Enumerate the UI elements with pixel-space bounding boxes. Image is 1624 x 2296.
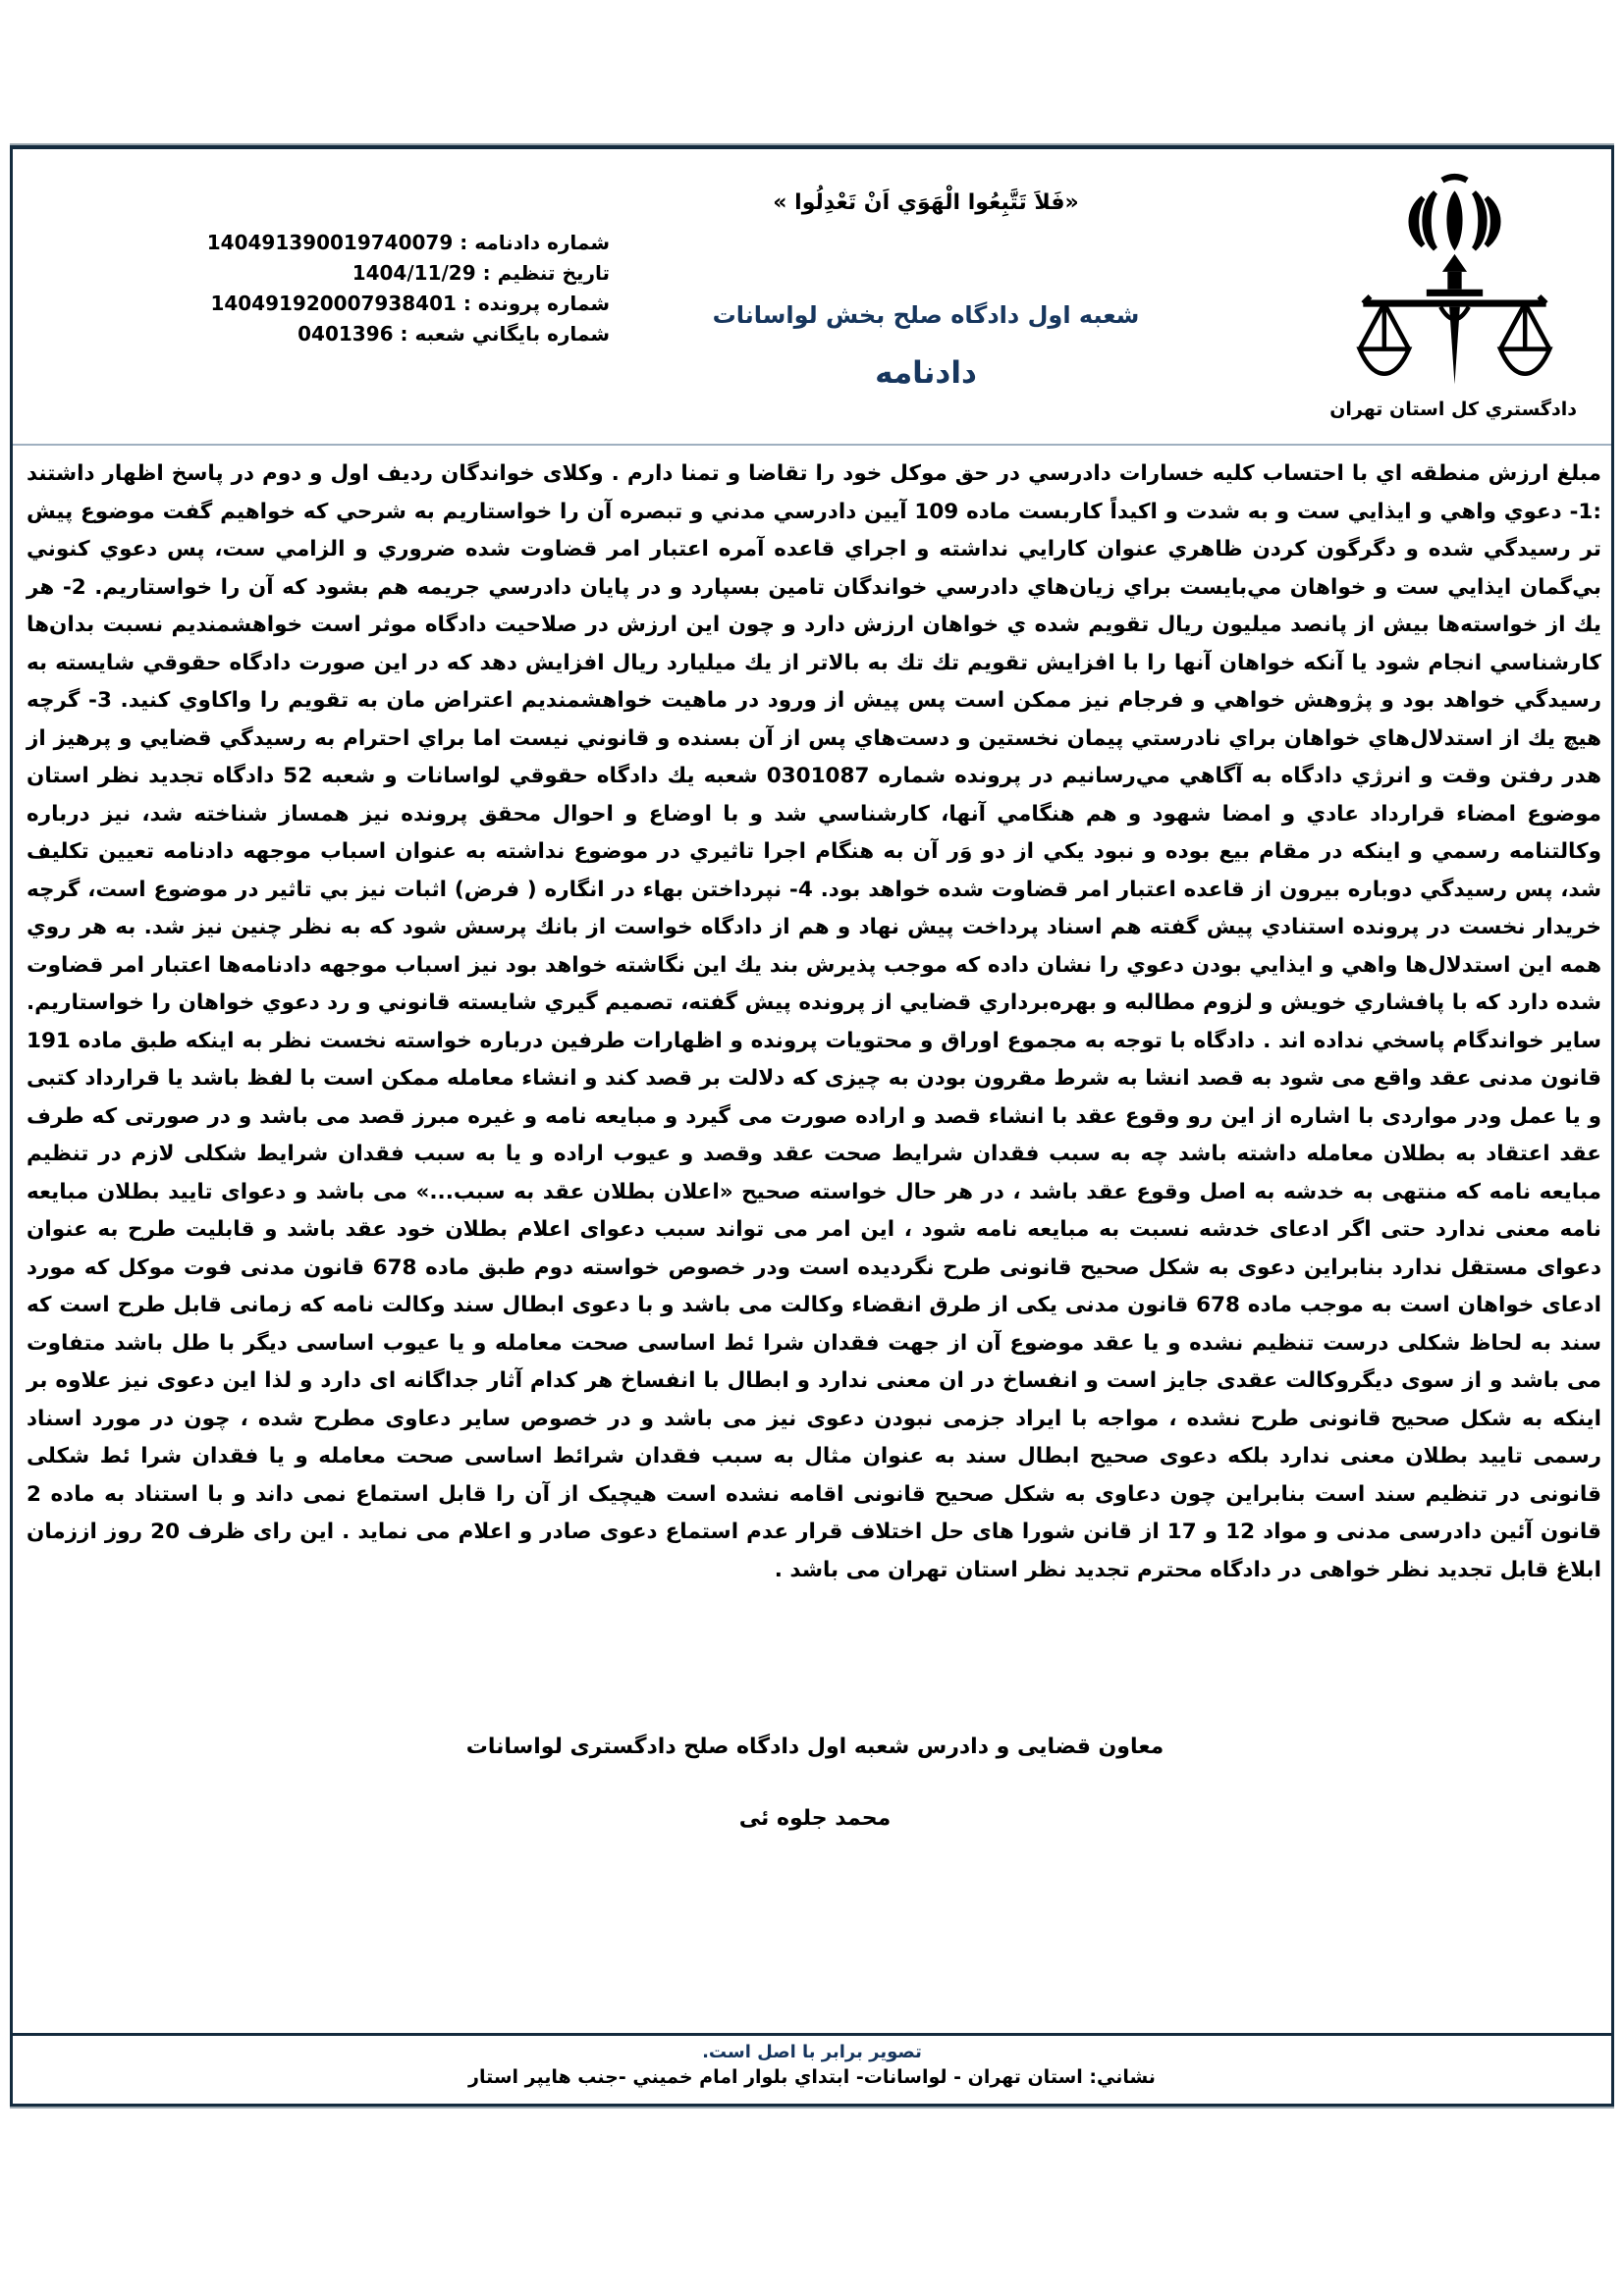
issue-date-row — [89, 258, 610, 289]
archive-number-label: شماره بايگاني شعبه — [414, 322, 610, 346]
archive-number-row — [89, 319, 610, 349]
meta-separator: : — [456, 292, 478, 315]
page-title: دادنامه — [875, 355, 977, 391]
document-header — [13, 149, 1611, 446]
judgment-number-value: 140491390019740079 — [206, 231, 454, 254]
judge-name: محمد جلوه ئی — [738, 1806, 892, 1831]
judgment-number-row — [89, 228, 610, 258]
judgment-body-text: مبلغ ارزش منطقه اي با احتساب كليه خسارات دادرسي در حق موكل خود را تقاضا و تمنا دارم . وكلاى خواندگان رديف اول و دوم در پاسخ اظهار داشتند :1- دعوي واهي و ايذايي ست و به شدت و اكيداً كاربست ماده 109 آيين دادرسي مدني و تبصره آن را خواستاريم به شرحي كه خواهيم گفت موضوع پيش تر رسيدگي شده و دگرگون كردن ظاهري عنوان كارايي نداشته و اجراي قاعده آمره اعتبار امر قضاوت شده ضروري و الزامي ست، پس دعوي كنوني بي‌گمان ايذايي ست و خواهان مي‌بايست براي زيان‌هاي دادرسي خواندگان تامين بسپارد و در پايان دادرسي جريمه هم بشود كه آن را خواستاريم. 2- هر يك از خواسته‌ها بيش از پانصد ميليون ريال تقويم شده ي خواهان ارزش دارد و چون اين ارزش در صلاحيت دادگاه موثر است خواهشمنديم نسبت بدان‌ها كارشناسي انجام شود يا آنكه خواهان آنها را با افزايش تقويم تك تك به بالاتر از يك ميليارد ريال افزايش دهد كه در اين صورت دادگاه حقوقي شايسته به رسيدگي خواهد بود و پژوهش خواهي و فرجام نيز ممكن است پس پيش از ورود در ماهيت خواهشمنديم اعتراض مان به تقويم را واكاوي كنيد. 3- گرچه هيچ يك از استدلال‌هاي خواهان براي نادرستي پيمان نخستين و دست‌هاي پس از آن بسنده و قانوني نيست اما براي احترام به رسيدگي قضايي و پرهيز از هدر رفتن وقت و انرژي دادگاه به آگاهي مي‌رسانيم در پرونده شماره 0301087 شعبه يك دادگاه حقوقي لواسانات و شعبه 52 دادگاه تجديد نظر استان موضوع امضاء قرارداد عادي و امضا شهود و هم هنگامي آنها، كارشناسي شد و با اوضاع و احوال محقق پرونده نيز همساز شناخته شد، نيز درباره وكالتنامه رسمي و اينكه در مقام بيع بوده و نبود يكي از دو وَر آن به هنگام اجرا تاثيري در موضوع نداشته به عنوان اسباب موجهه دادنامه تعيين تكليف شد، پس رسيدگي دوباره بيرون از قاعده اعتبار امر قضاوت شده خواهد بود. 4- نپرداختن بهاء در انگاره ( فرض) اثبات نيز بي تاثير در موضوع است، گرچه خريدار نخست در پرونده استنادي پيش گفته هم اسناد پرداخت پيش نهاد و هم از دادگاه خواست از بانك پرسش شود كه به نظر چنين نيز شد. به هر روي همه اين استدلال‌ها واهي و ايذايي بودن دعوي را نشان داده كه موجب پذيرش بند يك اين نگاشته خواهد بود نيز اسباب موجهه دادنامه‌ها اعتبار امر قضاوت شده دارد كه با پافشاري خويش و لزوم مطالبه و بهره‌برداري قضايي از پرونده پيش گفته، تصميم گيري شايسته قانوني و رد دعوي خواهان را خواستاريم. ساير خواندگام پاسخي نداده اند . دادگاه با توجه به مجموع اوراق و محتويات پرونده و اظهارات طرفين درباره خواسته نخست نظر به اينكه طبق ماده 191 قانون مدنى عقد واقع مى شود به قصد انشا به شرط مقرون بودن به چيزى كه دلالت بر قصد كند و انشاء معامله ممكن است با لفظ باشد يا قرارداد كتبى و يا عمل ودر مواردى با اشاره از اين رو وقوع عقد با انشاء قصد و اراده صورت مى گيرد و مبايعه نامه و غيره مبرز قصد مى باشد و در صورتى كه طرف عقد اعتقاد به بطلان معامله داشته باشد چه به سبب فقدان شرايط صحت عقد وقصد و عيوب اراده و يا به سبب فقدان شرايط شكلى لازم در تنظيم مبايعه نامه كه منتهى به خدشه به اصل وقوع عقد باشد ، در هر حال خواسته صحيح «اعلان بطلان عقد به سبب...» مى باشد و دعواى تاييد بطلان مبايعه نامه معنى ندارد حتى اگر ادعاى خدشه نسبت به مبايعه نامه شود ، اين امر مى تواند سبب دعواى اعلام بطلان خود عقد باشد و قابليت طرح به عنوان دعوای مستقل ندارد بنابراين دعوى به شكل صحيح قانونى طرح نگرديده است ودر خصوص خواسته دوم طبق ماده 678 قانون مدنى فوت موكل كه مورد ادعاى خواهان است به موجب ماده 678 قانون مدنى يكى از طرق انقضاء وكالت مى باشد و با دعوى ابطال سند وكالت نامه كه زمانى قابل طرح است كه سند به لحاظ شكلى درست تنظيم نشده و يا عقد موضوع آن از جهت فقدان شرا ئط اساسى صحت معامله و يا عيوب اساسى ديگر با طل باشد متفاوت مى باشد و از سوى ديگروكالت عقدى جايز است و انفساخ در ان معنى ندارد و ابطال با انفساخ هر كدام آثار جداگانه اى دارد و لذا اين دعوى نيز علاوه بر اينكه به شكل صحيح قانونى طرح نشده ، مواجه با ايراد جزمى نبودن دعوى نيز مى باشد و در خصوص ساير دعاوى مطرح شده ، چون در مورد اسناد رسمى تاييد بطلان معنى ندارد بلكه دعوى صحيح ابطال سند به عنوان مثال به سبب فقدان شرائط اساسى صحت معامله و يا فقدان شرا ئط شكلى قانونى در تنظيم سند است بنابراين چون دعاوى به شكل صحيح قانونى اقامه نشده است هيچيک از آن را قابل استماع نمى داند و با استناد به ماده 2 قانون آئين دادرسى مدنى و مواد 12 و 17 از قانن شورا هاى حل اختلاف قرار عدم استماع دعوى صادر و اعلام مى نمايد . اين راى ظرف 20 روز اززمان ابلاغ قابل تجديد نظر خواهى در دادگاه محترم تجديد نظر استان تهران مى باشد . — [27, 461, 1602, 1582]
court-branch-name: شعبه اول دادگاه صلح بخش لواسانات — [712, 301, 1140, 329]
case-meta-block — [89, 228, 610, 349]
meta-separator: : — [475, 261, 498, 285]
meta-separator: : — [393, 322, 415, 346]
signature-block — [13, 1735, 1617, 1831]
court-address: نشاني: استان تهران - لواسانات- ابتداي بلوار امام خميني -جنب هايپر استار — [468, 2066, 1156, 2088]
meta-separator: : — [453, 231, 475, 254]
case-number-value: 140491920007938401 — [210, 292, 457, 315]
judgment-number-label: شماره دادنامه — [474, 231, 610, 254]
judge-role: معاون قضایی و دادرس شعبه اول دادگاه صلح دادگستری لواسانات — [465, 1735, 1164, 1759]
judiciary-name-caption: دادگستري كل استان تهران — [1329, 399, 1577, 420]
certification-note: تصوير برابر با اصل است. — [702, 2042, 922, 2062]
case-number-label: شماره پرونده — [477, 292, 610, 315]
judiciary-logo-block — [1331, 161, 1577, 420]
issue-date-value: 1404/11/29 — [352, 261, 476, 285]
quran-verse: «فَلاَ تَتَّبِعُوا الْهَوَي اَنْ تَعْدِلُوا » — [773, 190, 1079, 215]
document-frame — [10, 145, 1614, 2107]
document-footer — [13, 2033, 1611, 2104]
issue-date-label: تاريخ تنظيم — [497, 261, 610, 285]
header-center-block — [587, 149, 1265, 444]
case-number-row — [89, 289, 610, 319]
archive-number-value: 0401396 — [298, 322, 394, 346]
scales-of-justice-icon — [1349, 161, 1560, 397]
